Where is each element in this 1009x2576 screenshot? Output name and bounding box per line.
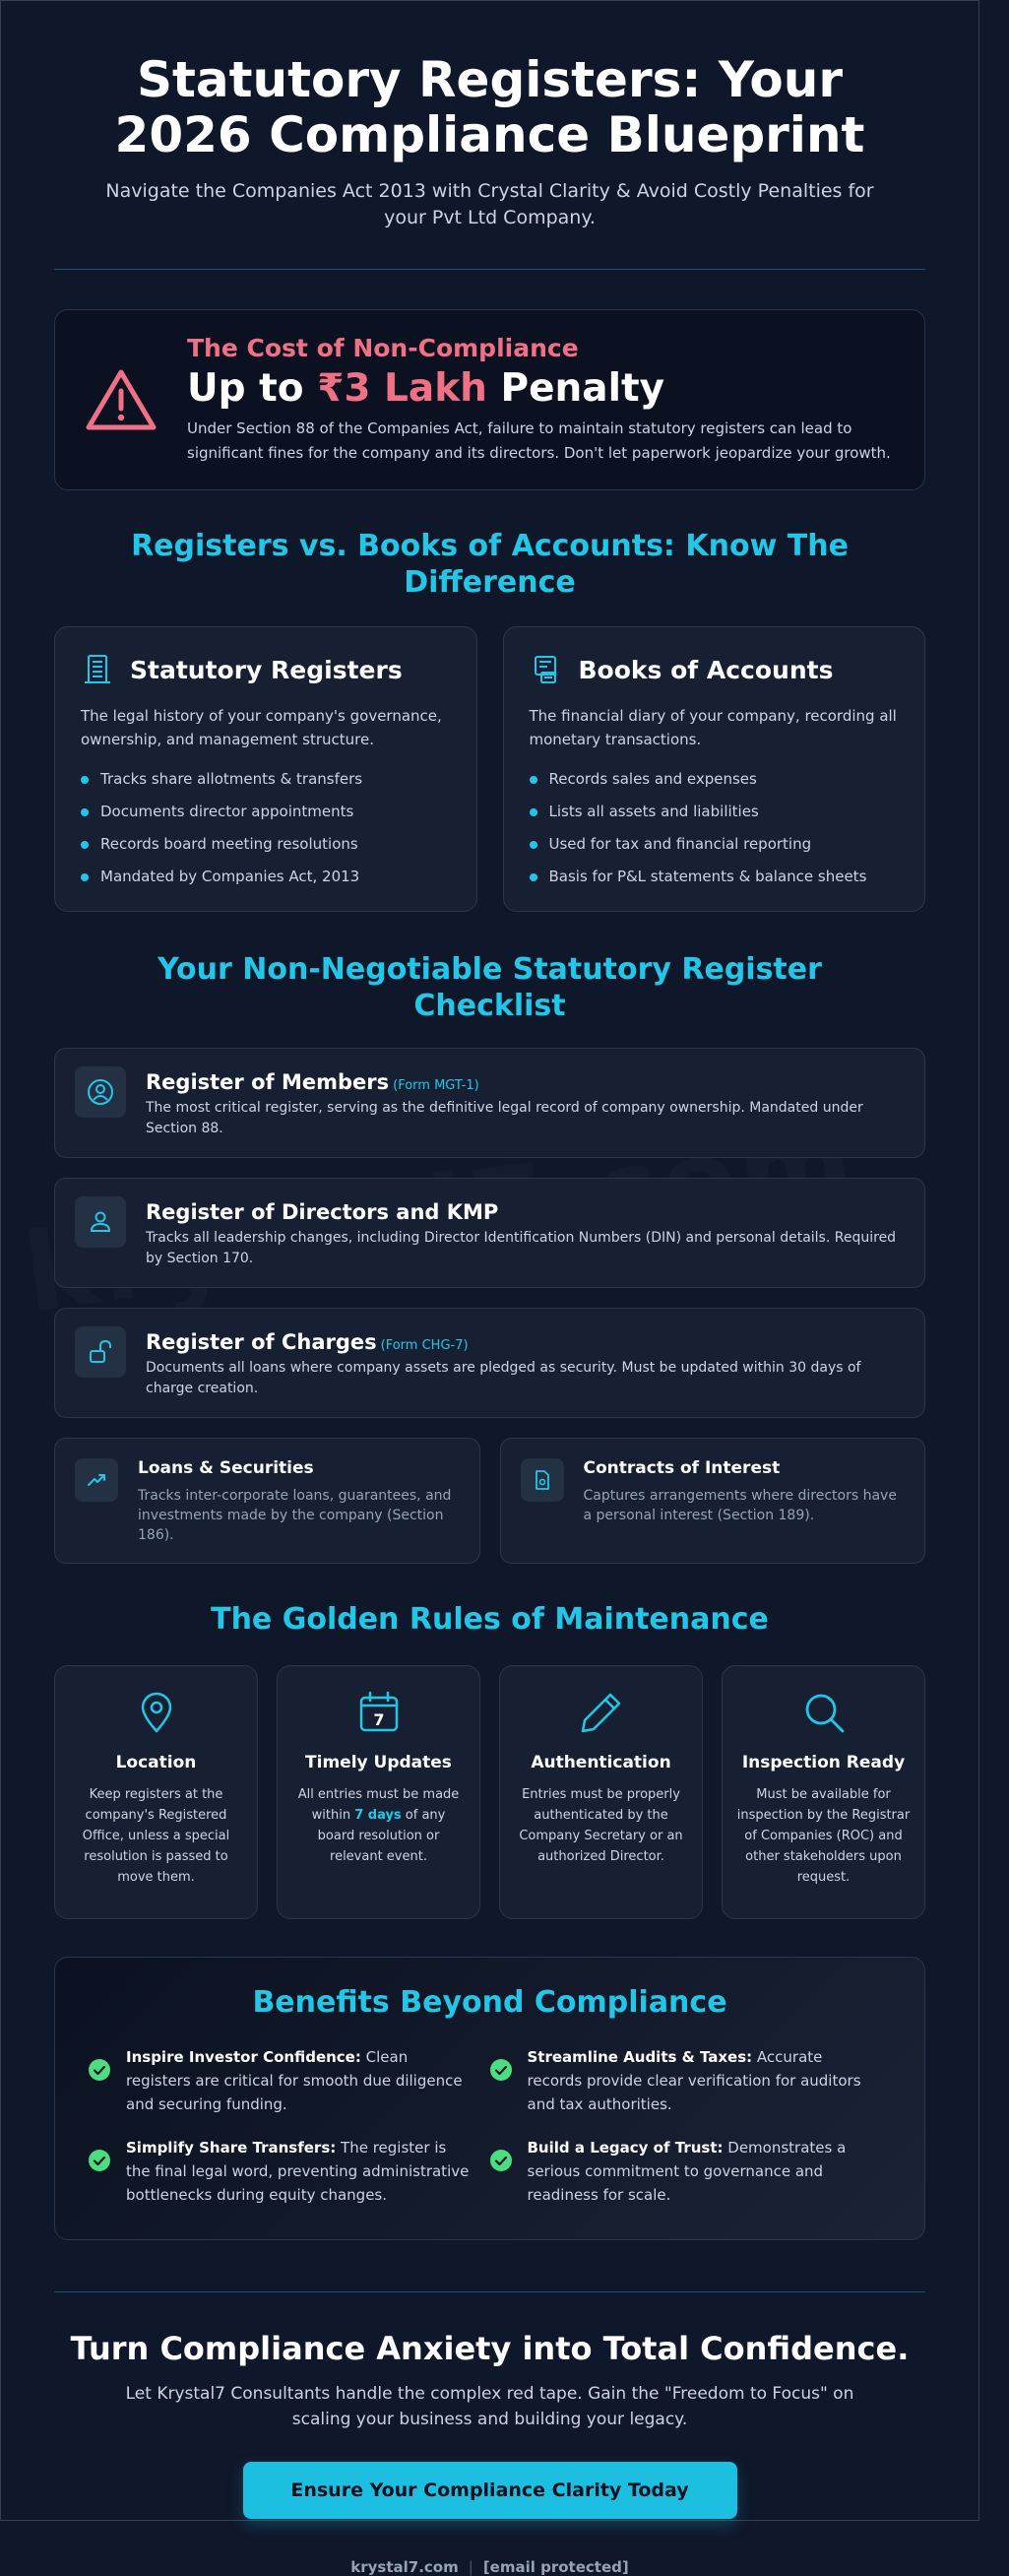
contracts-interest-card [500,1438,926,1564]
register-of-directors-card [54,1178,925,1288]
user-circle-icon [86,1077,115,1107]
trending-up-icon [86,1469,107,1491]
page-subtitle: Navigate the Companies Act 2013 with Crystal Clarity & Avoid Costly Penalties for your Pvt Ltd Company. [105,180,874,228]
penalty-suffix: Penalty [486,366,665,411]
building-icon [81,653,114,686]
loans-text: Tracks inter-corporate loans, guarantees, and investments made by the company (Section 186). [138,1488,452,1543]
list-item: Records board meeting resolutions [81,828,451,861]
members-form: (Form MGT-1) [393,1078,479,1093]
benefits-card [54,1957,925,2240]
content [1,52,978,2576]
rule-timely-highlight: 7 days [354,1808,402,1823]
register-of-charges-card [54,1308,925,1418]
penalty-amount: ₹3 Lakh [317,366,487,411]
user-icon [86,1207,115,1237]
loans-securities-card [54,1438,480,1564]
rule-inspection-title: Inspection Ready [741,1753,906,1772]
document-icon [532,1469,553,1491]
benefit-item: Simplify Share Transfers: The register is the final legal word, preventing administrative bottlenecks during equity changes. [89,2136,490,2226]
directors-text: Tracks all leadership changes, including Director Identification Numbers (DIN) and personal details. Required by Section 170. [146,1230,897,1266]
check-circle-icon [490,2059,512,2081]
members-title: Register of Members [146,1070,390,1094]
penalty-amount-line [187,366,895,411]
benefit-item: Build a Legacy of Trust: Demonstrates a serious commitment to governance and readiness for scale. [490,2136,892,2226]
charges-text: Documents all loans where company assets are pledged as security. Must be updated within 30 days of charge creation. [146,1360,861,1396]
calendar-day: 7 [372,1710,385,1729]
footer-email-link[interactable]: [email protected] [482,2558,629,2576]
rule-inspection-card [722,1665,925,1919]
contracts-title: Contracts of Interest [583,1458,781,1478]
rule-auth-card [499,1665,703,1919]
penalty-card [54,309,925,490]
loans-title: Loans & Securities [138,1458,314,1478]
rule-timely-title: Timely Updates [305,1753,452,1772]
search-icon [801,1690,847,1735]
books-card-intro: The financial diary of your company, recording all monetary transactions. [529,707,897,748]
compare-section [54,626,925,912]
rule-timely-text: All entries must be made within 7 days of any board resolution or relevant event. [297,1787,460,1864]
statutory-registers-card [54,626,477,912]
header-divider [54,269,925,270]
footer-separator: | [468,2558,473,2576]
warning-triangle-icon [85,367,158,432]
rule-location-text: Keep registers at the company's Registered Office, unless a special resolution is passed to move them. [82,1787,230,1885]
rule-location-card [54,1665,258,1919]
rule-inspection-text: Must be available for inspection by the Registrar of Companies (ROC) and other stakeholders upon request. [736,1787,911,1885]
footer [54,2558,925,2576]
calendar-icon [356,1690,402,1735]
directors-title: Register of Directors and KMP [146,1200,499,1224]
list-item: Used for tax and financial reporting [530,828,900,861]
check-circle-icon [89,2150,110,2171]
members-text: The most critical register, serving as the definitive legal record of company ownership. Mandated under Section 88. [146,1100,863,1136]
cta-divider [54,2291,925,2292]
check-circle-icon [89,2059,110,2081]
check-circle-icon [490,2150,512,2171]
rule-auth-title: Authentication [531,1753,671,1772]
rule-auth-text: Entries must be properly authenticated by the Company Secretary or an authorized Director. [519,1787,683,1864]
books-list [530,763,900,893]
penalty-eyebrow: The Cost of Non-Compliance [187,334,579,362]
penalty-description: Under Section 88 of the Companies Act, failure to maintain statutory registers can lead to significant fines for the company and its directors. Don't let paperwork jeopardize your growth. [187,419,891,462]
unlock-icon [86,1337,115,1367]
page-title: Statutory Registers: Your 2026 Compliance Blueprint [114,51,865,163]
list-item: Mandated by Companies Act, 2013 [81,861,451,893]
statutory-card-intro: The legal history of your company's governance, ownership, and management structure. [81,707,442,748]
cta-title: Turn Compliance Anxiety into Total Confidence. [70,2330,910,2367]
pencil-icon [579,1690,624,1735]
benefit-item: Inspire Investor Confidence: Clean registers are critical for smooth due diligence and securing funding. [89,2045,490,2136]
statutory-card-title: Statutory Registers [130,655,403,684]
benefits-grid [89,2045,891,2226]
compare-heading: Registers vs. Books of Accounts: Know The Difference [131,529,849,600]
list-item: Basis for P&L statements & balance sheets [530,861,900,893]
cta-button[interactable]: Ensure Your Compliance Clarity Today [243,2462,737,2519]
list-item: Records sales and expenses [530,763,900,796]
books-card-title: Books of Accounts [578,655,834,684]
penalty-text [187,334,895,466]
benefits-heading: Benefits Beyond Compliance [252,1985,727,2020]
map-pin-icon [134,1690,179,1735]
benefit-item: Streamline Audits & Taxes: Accurate records provide clear verification for auditors and tax authorities. [490,2045,892,2136]
penalty-prefix: Up to [187,366,318,411]
rules-heading: The Golden Rules of Maintenance [211,1602,769,1637]
checklist-heading: Your Non-Negotiable Statutory Register Checklist [158,952,822,1023]
books-of-accounts-card [503,626,926,912]
contracts-text: Captures arrangements where directors have a personal interest (Section 189). [583,1488,897,1523]
list-item: Lists all assets and liabilities [530,796,900,828]
rule-timely-card [277,1665,480,1919]
register-of-members-card [54,1048,925,1158]
list-item: Documents director appointments [81,796,451,828]
charges-title: Register of Charges [146,1330,377,1354]
rule-location-title: Location [115,1753,197,1772]
charges-form: (Form CHG-7) [380,1338,469,1353]
statutory-list [81,763,451,893]
list-item: Tracks share allotments & transfers [81,763,451,796]
cta-subtitle: Let Krystal7 Consultants handle the complex red tape. Gain the "Freedom to Focus" on scaling your business and building your legacy. [125,2384,854,2429]
ledger-icon [530,653,563,686]
minor-registers-row [54,1438,925,1564]
rules-section [54,1665,925,1919]
footer-site-link[interactable]: krystal7.com [350,2558,459,2576]
